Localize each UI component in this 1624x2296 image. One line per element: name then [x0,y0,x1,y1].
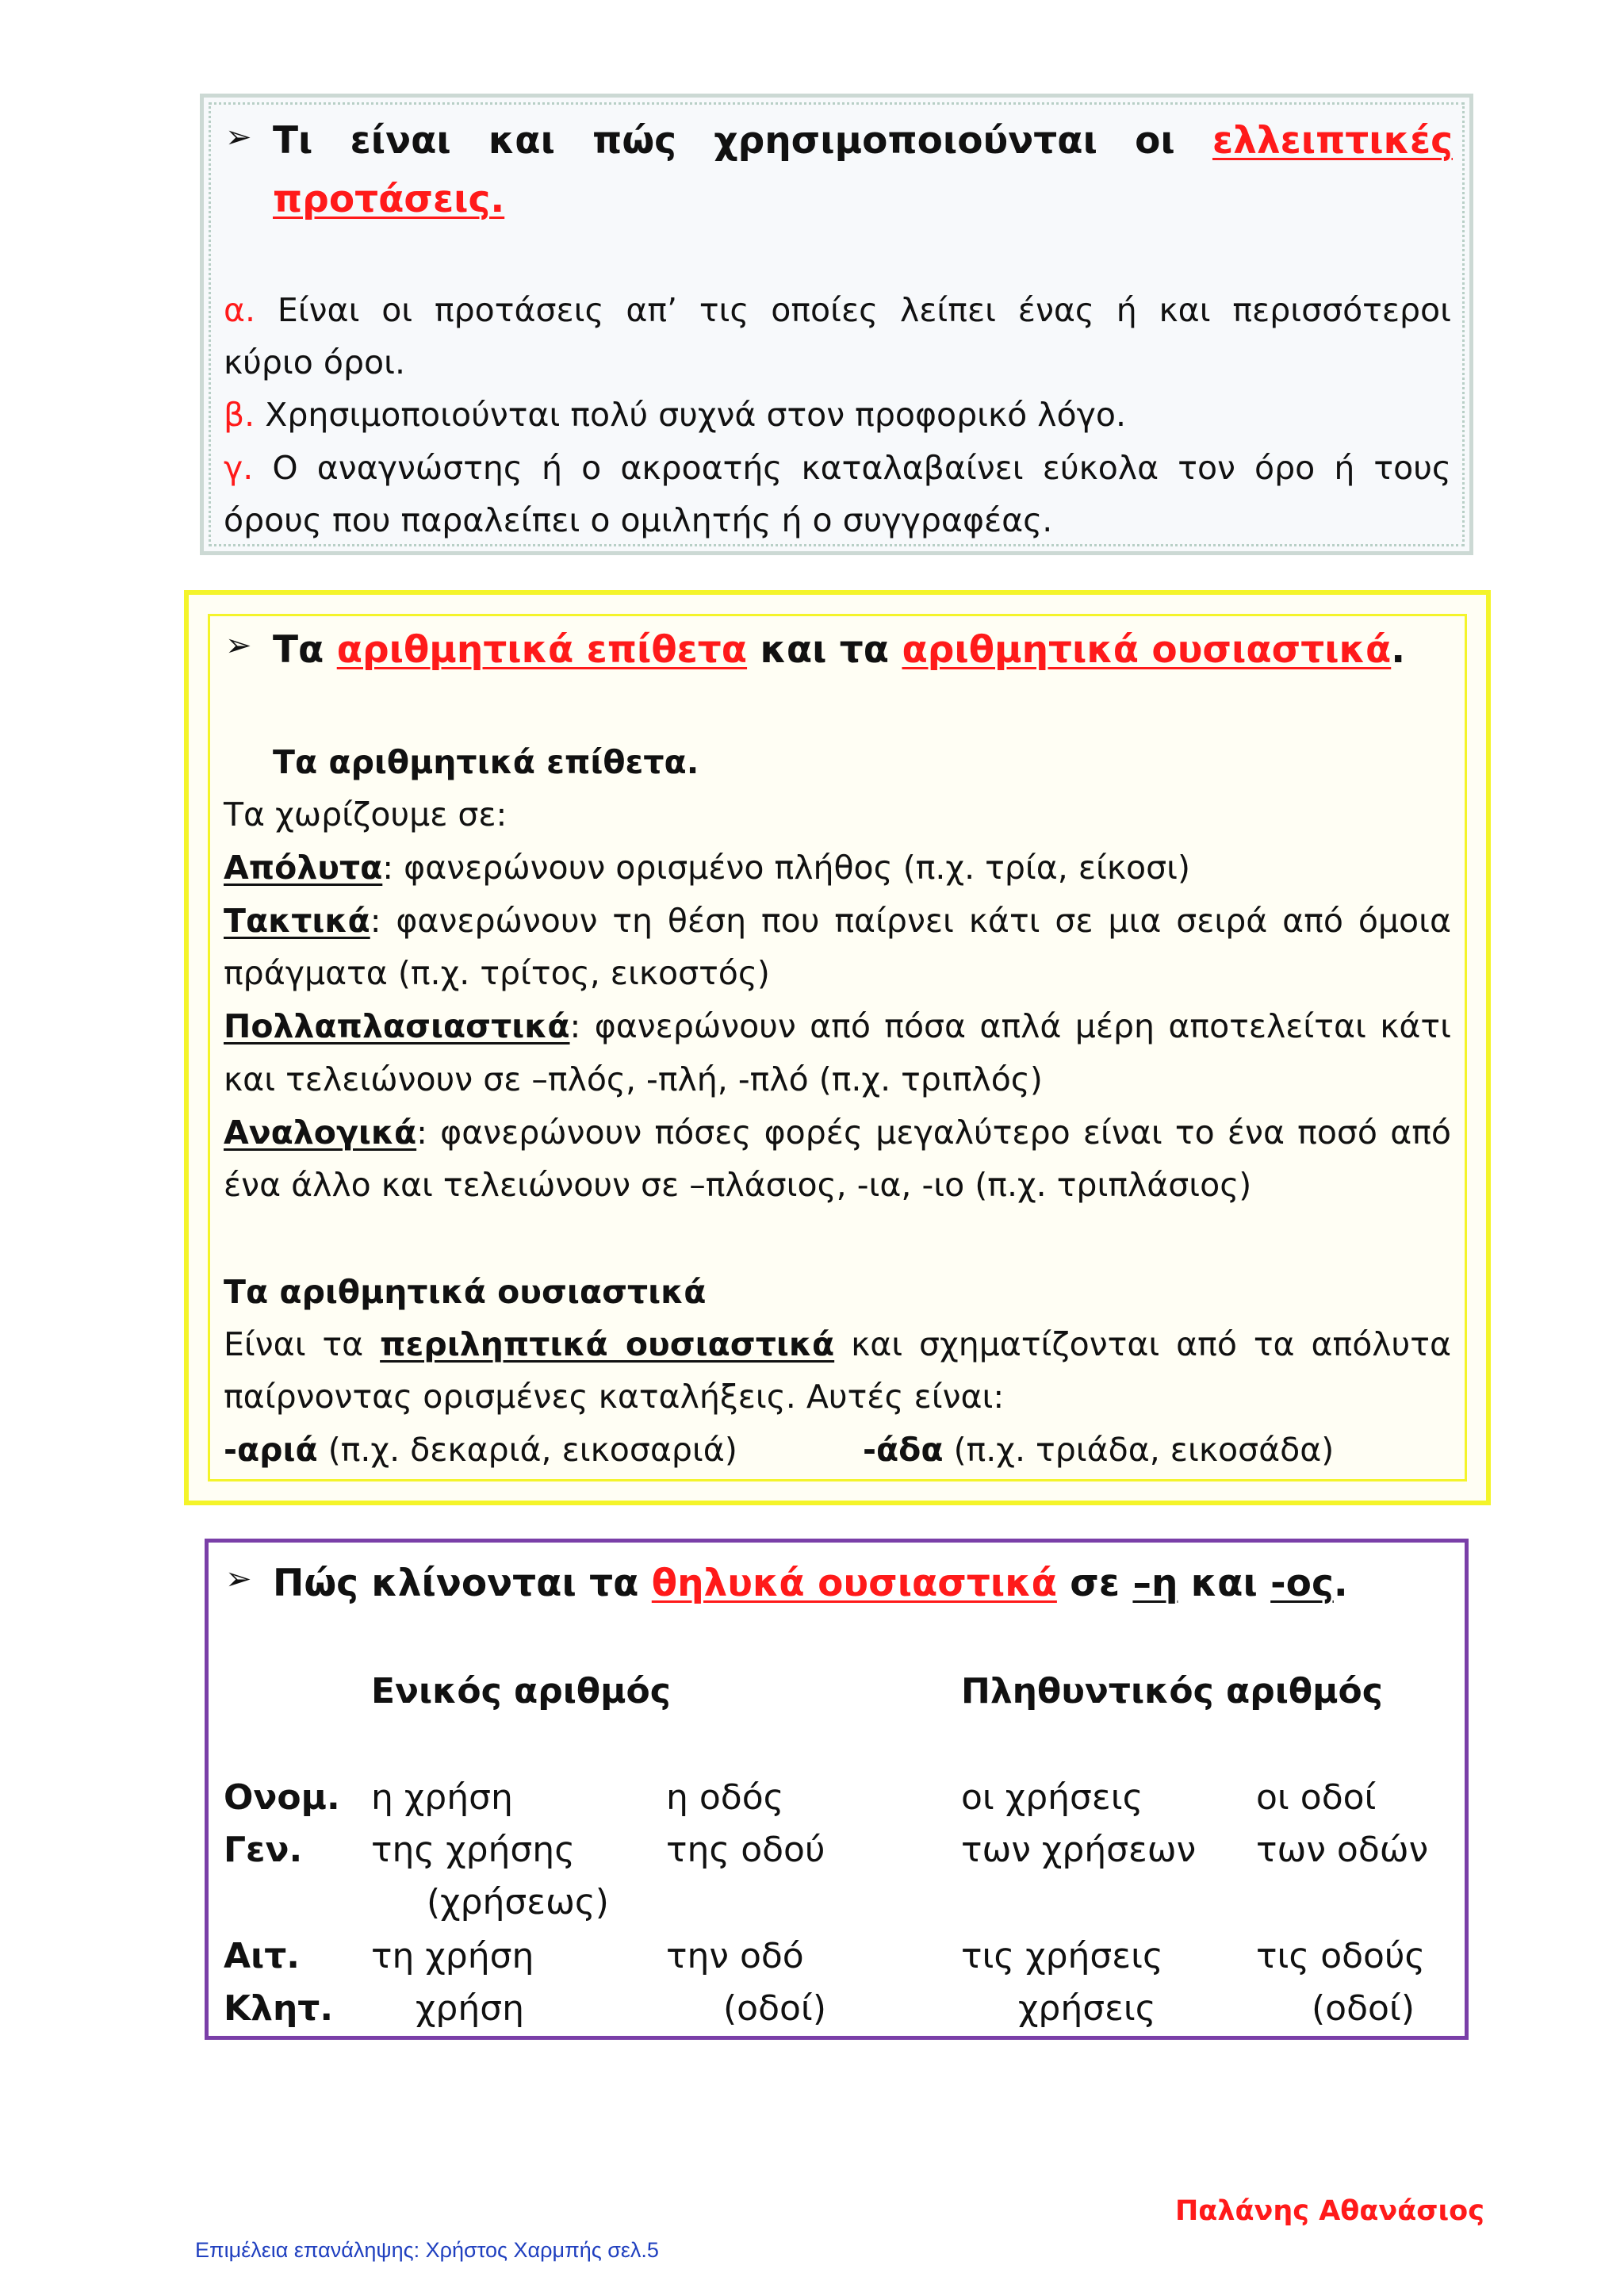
nouns-text: και σχηματίζονται από τα απόλυτα [851,1325,1451,1363]
item-b [224,389,1126,442]
nouns-text: Είναι τα [224,1325,364,1363]
type-desc: : φανερώνουν τη θέση που παίρνει κάτι σε μια σειρά από όμοια [370,902,1451,940]
section3-heading-text: και [1190,1562,1258,1605]
table-cell: χρήσεις [1018,1988,1156,2029]
table-cell: (χρήσεως) [427,1882,609,1922]
section3-heading-keyword: θηλυκά ουσιαστικά [651,1562,1057,1605]
type-term: Πολλαπλασιαστικά [224,1007,570,1045]
adjectives-intro: Τα χωρίζουμε σε: [224,795,508,834]
section1-heading-keyword: ελλειπτικές [1212,119,1453,163]
table-cell: οι χρήσεις [961,1777,1143,1818]
table-cell: οι οδοί [1256,1777,1377,1818]
footer-note: Επιμέλεια επανάληψης: Χρήστος Χαρμπής σελ.5 [195,2238,659,2262]
nouns-line1 [224,1318,1451,1371]
item-text: Χρησιμοποιούνται πολύ συχνά στον προφορικό λόγο. [265,396,1127,434]
table-cell: τη χρήση [371,1936,534,1976]
table-cell: της οδού [666,1830,825,1870]
section1-heading-text: Τι είναι και πώς χρησιμοποιούνται οι [273,119,1175,163]
section3-heading-ending-2: -ος [1270,1562,1334,1605]
type-term: Αναλογικά [224,1114,417,1152]
item-text: Είναι οι προτάσεις απ’ τις οποίες λείπει ένας ή και περισσότεροι [277,291,1451,329]
type-analogika-line2: ένα άλλο και τελειώνουν σε –πλάσιος, -ια, -ιο (π.χ. τριπλάσιος) [224,1166,1252,1204]
adjectives-subtitle: Τα αριθμητικά επίθετα. [273,743,699,781]
table-cell: τις οδούς [1256,1936,1426,1976]
type-taktika-line1 [224,895,1451,948]
suffix-ada [863,1424,1334,1477]
section2-heading-period: . [1391,628,1406,672]
table-cell: (οδοί) [723,1988,826,2029]
item-marker: α. [224,291,256,329]
type-desc: : φανερώνουν ορισμένο πλήθος (π.χ. τρία, είκοσι) [382,849,1190,887]
table-cell: η οδός [666,1777,784,1818]
item-marker: γ. [224,449,254,487]
arrow-bullet-icon: ➢ [225,1561,252,1597]
nouns-line2: παίρνοντας ορισμένες καταλήξεις. Αυτές είναι: [224,1378,1005,1416]
section3-heading-period: . [1333,1562,1348,1605]
arrow-bullet-icon: ➢ [225,627,252,664]
table-cell: των οδών [1256,1830,1429,1870]
section2-heading-text: Τα [273,628,324,672]
table-cell: τις χρήσεις [961,1936,1163,1976]
table-cell: η χρήση [371,1777,513,1818]
nouns-term: περιληπτικά ουσιαστικά [380,1325,835,1363]
arrow-bullet-icon: ➢ [225,119,252,155]
type-apolyta [224,841,1190,895]
type-pollaplasiastika-line2: και τελειώνουν σε –πλός, -πλή, -πλό (π.χ. τριπλός) [224,1060,1043,1098]
author-name: Παλάνης Αθανάσιος [1175,2195,1484,2227]
column-header-singular: Ενικός αριθμός [371,1671,671,1711]
type-term: Τακτικά [224,902,370,940]
section1-heading-line1 [273,112,1453,171]
type-desc: : φανερώνουν πόσες φορές μεγαλύτερο είναι το ένα ποσό από [416,1114,1451,1152]
nouns-subtitle: Τα αριθμητικά ουσιαστικά [224,1273,707,1311]
type-pollaplasiastika-line1 [224,1000,1451,1053]
section2-heading-keyword-2: αριθμητικά ουσιαστικά [902,628,1392,672]
section3-heading-text: Πώς κλίνονται τα [273,1562,639,1605]
section1-heading-line2 [273,171,504,229]
type-taktika-line2: πράγματα (π.χ. τρίτος, εικοστός) [224,954,770,992]
section3-heading-text: σε [1070,1562,1120,1605]
table-cell: χρήση [416,1988,525,2029]
item-c-line1 [224,442,1451,495]
section2-heading-text: και τα [760,628,890,672]
type-desc: : φανερώνουν από πόσα απλά μέρη αποτελείται κάτι [569,1007,1451,1045]
item-a-line1 [224,284,1451,337]
section3-heading [273,1554,1348,1613]
table-cell: της χρήσης [371,1830,576,1870]
suffix-term: -άδα [863,1431,944,1469]
suffix-term: -αριά [224,1431,318,1469]
item-c-line2: όρους που παραλείπει ο ομιλητής ή ο συγγραφέας. [224,501,1053,539]
table-cell: των χρήσεων [961,1830,1197,1870]
case-label: Γεν. [224,1830,303,1870]
suffix-example: (π.χ. τριάδα, εικοσάδα) [943,1431,1335,1469]
table-cell: την οδό [666,1936,804,1976]
type-term: Απόλυτα [224,849,383,887]
case-label: Κλητ. [224,1988,334,2029]
section3-heading-ending-1: –η [1132,1562,1178,1605]
case-label: Ονομ. [224,1777,340,1818]
item-a-line2: κύριο όροι. [224,343,406,381]
suffix-example: (π.χ. δεκαριά, εικοσαριά) [317,1431,737,1469]
type-analogika-line1 [224,1106,1451,1159]
table-cell: (οδοί) [1312,1988,1415,2029]
column-header-plural: Πληθυντικός αριθμός [961,1671,1383,1711]
section1-heading-keyword-2: προτάσεις. [273,178,505,221]
section2-heading [273,621,1405,680]
item-marker: β. [224,396,255,434]
item-text: Ο αναγνώστης ή ο ακροατής καταλαβαίνει εύκολα τον όρο ή τους [272,449,1451,487]
section2-heading-keyword-1: αριθμητικά επίθετα [336,628,748,672]
suffix-ariа [224,1424,737,1477]
case-label: Αιτ. [224,1936,300,1976]
